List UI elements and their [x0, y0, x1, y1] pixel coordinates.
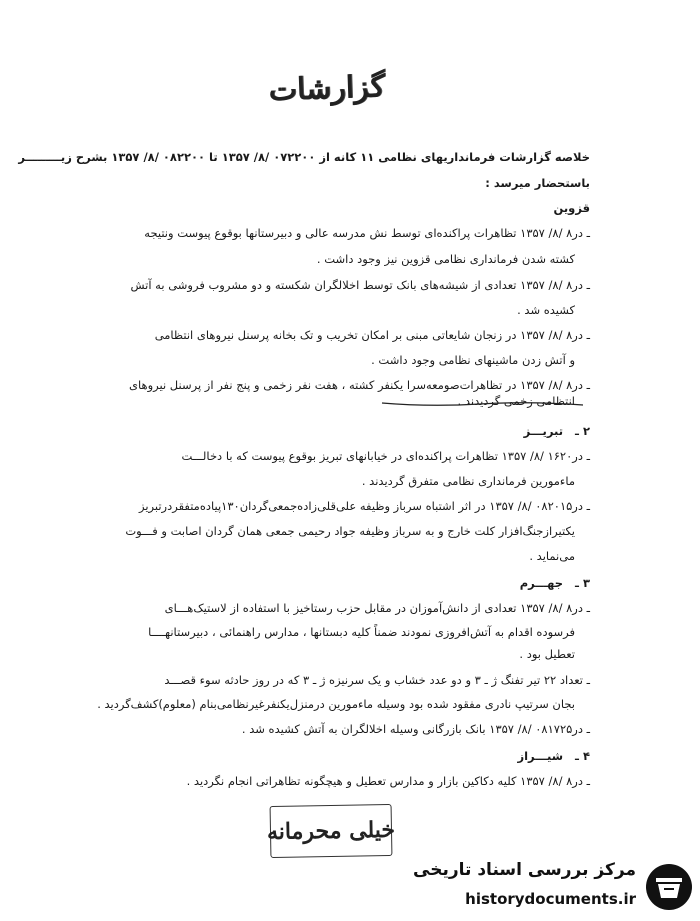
section-4-city: شیـــراز [517, 749, 564, 763]
section-2-heading [524, 424, 590, 438]
section-2-city: تبریـــز [523, 424, 564, 438]
top-handwritten-stamp: گزارشات [268, 69, 386, 109]
footer-title: مرکز بررسی اسناد تاریخی [413, 860, 636, 880]
section-2-line-5: می‌نماید . [529, 549, 575, 563]
bottom-classification-stamp: خیلی محرمانه [270, 804, 393, 858]
section-4-heading [518, 749, 591, 763]
archive-logo-icon [644, 862, 694, 912]
section-2-line-2: ماءمورین فرمانداری نظامی متفرق گردیدند . [361, 474, 575, 488]
handwritten-underline [380, 400, 585, 408]
section-3-line-1: ـ در۸ /۸/ ۱۳۵۷ تعدادی از دانش‌آموزان در مقابل حزب رستاخیز با استفاده از لاستیک‌هـــای [164, 601, 590, 615]
section-3-line-5: بجان سرتیپ نادری مفقود شده بود وسیله ماءمورین درمنزل‌یکنفرغیرنظامی‌بنام (معلوم)کشف‌گردید . [97, 697, 575, 711]
section-2-number: ۲ ـ [575, 424, 590, 438]
section-3-line-4: ـ تعداد ۲۲ تیر تفنگ ژ ـ ۳ و دو عدد خشاب و یک سرنیزه ژ ـ ۳ که در روز حادثه سوء قصـــد [164, 673, 590, 687]
section-1-line-8: انتظامی زخمی گردیدند . [457, 394, 575, 408]
section-3-city: جهـــرم [519, 576, 564, 590]
section-1-line-7: ـ در۸ /۸/ ۱۳۵۷ در تظاهرات‌صومعه‌سرا یکنفر کشته ، هفت نفر زخمی و پنج نفر از پرسنل نیروهای [129, 378, 590, 392]
section-4-line-1: ـ در۸ /۸/ ۱۳۵۷ کلیه دکاکین بازار و مدارس تعطیل و هیچگونه تظاهراتی انجام نگردید . [186, 774, 590, 788]
section-3-line-6: ـ در۰۸۱۷۲۵ /۸/ ۱۳۵۷ بانک بازرگانی وسیله اخلالگران به آتش کشیده شد . [241, 722, 590, 736]
footer-url: historydocuments.ir [465, 890, 636, 908]
section-1-line-6: و آتش زدن ماشینهای نظامی وجود داشت . [371, 353, 575, 367]
header-line-1: خلاصه گزارشات فرمانداریهای نظامی ۱۱ کانه از ۰۷۲۲۰۰ /۸/ ۱۳۵۷ تا ۰۸۲۲۰۰ /۸/ ۱۳۵۷ بشرح زیـــــــــر [18, 150, 590, 164]
section-2-line-4: یکتیرازجنگ‌افزار کلت خارج و به سرباز وظیفه جواد رحیمی جمعی همان گردان اصابت و فـــوت [125, 524, 575, 538]
section-3-heading [520, 576, 590, 590]
section-1-line-1: ـ در۸ /۸/ ۱۳۵۷ تظاهرات پراکنده‌ای توسط نش مدرسه عالی و دبیرستانها بوقوع پیوست ونتیجه [144, 226, 590, 240]
section-3-number: ۳ ـ [575, 576, 590, 590]
section-1-line-4: کشیده شد . [517, 303, 575, 317]
footer-watermark [408, 856, 698, 918]
section-2-line-3: ـ در۰۸۲۰۱۵ /۸/ ۱۳۵۷ در اثر اشتباه سرباز وظیفه علی‌قلی‌زاده‌جمعی‌گردان۱۳۰پیاده‌متفقردرتبریز [139, 499, 590, 513]
section-1-line-2: کشته شدن فرمانداری نظامی قزوین نیز وجود داشت . [316, 252, 575, 266]
section-1-city: قزوین [553, 201, 590, 215]
section-3-line-2: فرسوده اقدام به آتش‌افروزی نمودند ضمناً کلیه دبستانها ، مدارس راهنمائی ، دبیرستانهــــا [148, 625, 575, 639]
section-2-line-1: ـ در۱۶۲۰ /۸/ ۱۳۵۷ تظاهرات پراکنده‌ای در خیابانهای تبریز بوقوع پیوست که با دخالـــت [181, 449, 590, 463]
section-1-line-3: ـ در۸ /۸/ ۱۳۵۷ تعدادی از شیشه‌های بانک توسط اخلالگران شکسته و دو مشروب فروشی به آتش [130, 278, 590, 292]
section-3-line-3: تعطیل بود . [519, 647, 575, 661]
section-4-number: ۴ ـ [575, 749, 590, 763]
header-line-2: باستحضار میرسد : [485, 176, 590, 190]
section-1-line-5: ـ در۸ /۸/ ۱۳۵۷ در زنجان شایعاتی مبنی بر امکان تخریب و تک بخانه پرسنل نیروهای انتظامی [154, 328, 590, 342]
